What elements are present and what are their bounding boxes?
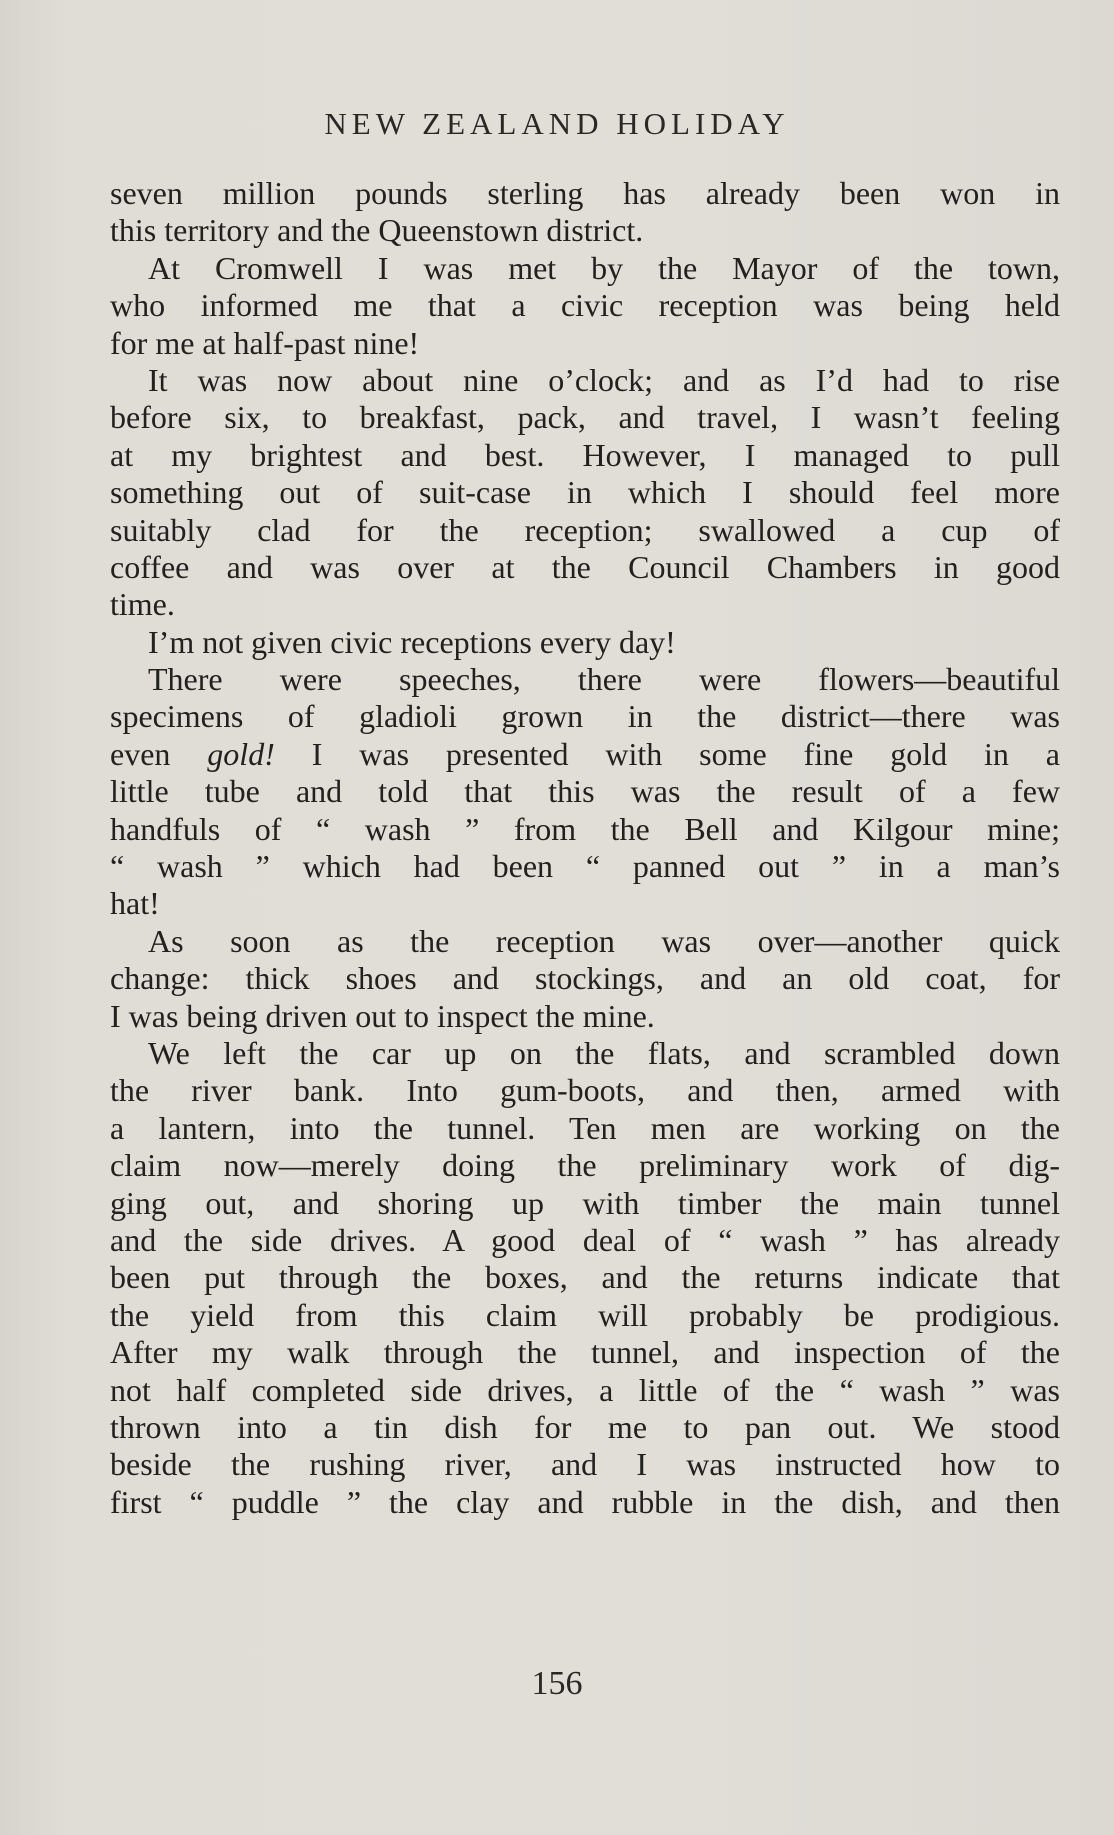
page-number: 156 (531, 1665, 583, 1702)
text-line: at my brightest and best. However, I managed to pull (110, 436, 1060, 473)
text-line: There were speeches, there were flowers—beautiful (148, 661, 1060, 698)
text-line: hat! (110, 885, 160, 922)
text-line: thrown into a tin dish for me to pan out. We stood (110, 1408, 1060, 1445)
text-line: who informed me that a civic reception was being held (110, 287, 1060, 324)
text-line: even gold! I was presented with some fine gold in a (110, 735, 1060, 772)
text-line: seven million pounds sterling has already been won in (110, 175, 1060, 211)
text-line: something out of suit-case in which I should feel more (110, 474, 1060, 511)
text-line: suitably clad for the reception; swallowed a cup of (110, 511, 1060, 548)
text-line: before six, to breakfast, pack, and travel, I wasn’t feeling (110, 399, 1060, 436)
text-line: beside the rushing river, and I was instructed how to (110, 1446, 1060, 1483)
text-line: After my walk through the tunnel, and inspection of the (110, 1334, 1060, 1371)
text-line: first “ puddle ” the clay and rubble in the dish, and then (110, 1483, 1060, 1520)
text-line: been put through the boxes, and the returns indicate that (110, 1259, 1060, 1296)
text-line: ging out, and shoring up with timber the main tunnel (110, 1184, 1060, 1221)
text-line: As soon as the reception was over—another quick (148, 922, 1060, 959)
text-line: I was being driven out to inspect the mine. (110, 997, 655, 1034)
text-line: not half completed side drives, a little of the “ wash ” was (110, 1371, 1060, 1408)
text-line: this territory and the Queenstown district. (110, 212, 644, 249)
text-line: “ wash ” which had been “ panned out ” in a man’s (110, 848, 1060, 885)
italic-emphasis: gold! (207, 735, 275, 772)
text-line: coffee and was over at the Council Chambers in good (110, 548, 1060, 585)
text-line: and the side drives. A good deal of “ wash ” has already (110, 1221, 1060, 1258)
text-line: a lantern, into the tunnel. Ten men are working on the (110, 1109, 1060, 1146)
text-line: the yield from this claim will probably be prodigious. (110, 1296, 1060, 1333)
text-line: We left the car up on the flats, and scrambled down (148, 1034, 1060, 1071)
text-line: It was now about nine o’clock; and as I’d had to rise (148, 361, 1060, 398)
body-text (110, 175, 1060, 1521)
text-line: handfuls of “ wash ” from the Bell and Kilgour mine; (110, 810, 1060, 847)
text-line: I’m not given civic receptions every day! (148, 623, 676, 660)
text-line: claim now—merely doing the preliminary work of dig- (110, 1147, 1060, 1184)
running-head: NEW ZEALAND HOLIDAY (324, 106, 790, 141)
text-line: the river bank. Into gum-boots, and then, armed with (110, 1072, 1060, 1109)
text-line: for me at half-past nine! (110, 324, 420, 361)
text-line: time. (110, 586, 175, 623)
text-line: little tube and told that this was the result of a few (110, 773, 1060, 810)
text-line: At Cromwell I was met by the Mayor of the town, (148, 249, 1060, 286)
text-line: specimens of gladioli grown in the district—there was (110, 698, 1060, 735)
text-line: change: thick shoes and stockings, and an old coat, for (110, 960, 1060, 997)
